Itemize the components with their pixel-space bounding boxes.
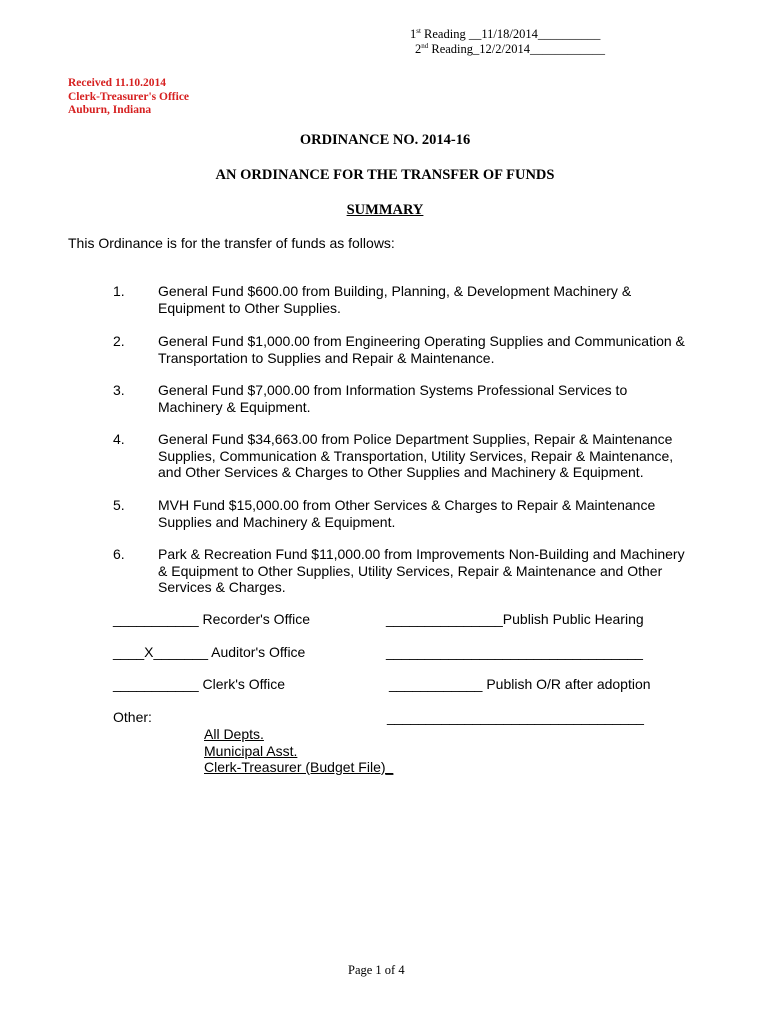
publish-or-line: ____________ Publish O/R after adoption — [389, 676, 651, 692]
first-reading-suffix: st — [416, 27, 421, 35]
list-item: General Fund $34,663.00 from Police Department Supplies, Repair & Maintenance Supplies, Communication & Transportation, Utility Services, Repair & Maintenance, and Other Services & Charges to Other Supplies and Machinery & Equipment. — [158, 431, 674, 480]
page-number: Page 1 of 4 — [348, 963, 405, 977]
blank-signature-line: _________________________________ — [387, 709, 644, 725]
item-number: 1. — [113, 283, 125, 299]
second-reading-date: _12/2/2014____________ — [473, 42, 605, 56]
list-item: General Fund $600.00 from Building, Planning, & Development Machinery & Equipment to Other Supplies. — [158, 283, 632, 316]
first-reading-label: Reading — [420, 27, 469, 41]
item-number: 4. — [113, 431, 125, 447]
intro-text: This Ordinance is for the transfer of funds as follows: — [68, 235, 395, 251]
recipient-municipal-asst: Municipal Asst. — [204, 742, 298, 759]
item-number: 6. — [113, 546, 125, 562]
clerk-office-line: ___________ Clerk's Office — [113, 676, 286, 692]
list-item: MVH Fund $15,000.00 from Other Services & Charges to Repair & Maintenance Supplies and Machinery & Equipment. — [158, 497, 656, 530]
second-reading-line — [415, 39, 605, 57]
auditor-office-line: ____X_______ Auditor's Office — [113, 644, 306, 660]
received-stamp — [68, 77, 189, 118]
list-item: General Fund $7,000.00 from Information Systems Professional Services to Machinery & Equipment. — [158, 382, 628, 415]
list-item: General Fund $1,000.00 from Engineering Operating Supplies and Communication & Transportation to Supplies and Repair & Maintenance. — [158, 333, 685, 366]
second-reading-label: Reading — [428, 42, 474, 56]
second-reading-number: 2 — [415, 42, 422, 56]
recipient-all-depts: All Depts. — [204, 726, 264, 742]
received-office: Clerk-Treasurer's Office — [68, 90, 190, 103]
received-location: Auburn, Indiana — [68, 104, 152, 116]
ordinance-subtitle: AN ORDINANCE FOR THE TRANSFER OF FUNDS — [215, 167, 555, 183]
other-recipients — [204, 726, 393, 776]
first-reading-number: 1 — [410, 27, 417, 41]
publish-hearing-line: _______________Publish Public Hearing — [386, 611, 644, 627]
item-number: 5. — [113, 497, 125, 513]
item-number: 2. — [113, 333, 125, 349]
recorder-office-line: ___________ Recorder's Office — [113, 611, 310, 627]
received-date: Received 11.10.2014 — [68, 77, 167, 89]
blank-signature-line: _________________________________ — [386, 644, 643, 660]
ordinance-title: ORDINANCE NO. 2014-16 — [299, 132, 471, 148]
recipient-clerk-treasurer: Clerk-Treasurer (Budget File)_ — [204, 759, 394, 775]
second-reading-suffix: nd — [421, 42, 429, 50]
summary-heading — [0, 202, 770, 219]
first-reading-date: __11/18/2014__________ — [468, 27, 601, 41]
summary-heading-text: SUMMARY — [346, 202, 424, 218]
other-label: Other: — [113, 709, 152, 725]
item-number: 3. — [113, 382, 125, 398]
list-item: Park & Recreation Fund $11,000.00 from Improvements Non-Building and Machinery & Equipment to Other Supplies, Utility Services, Repair & Maintenance and Other Services & Charges. — [158, 546, 685, 595]
